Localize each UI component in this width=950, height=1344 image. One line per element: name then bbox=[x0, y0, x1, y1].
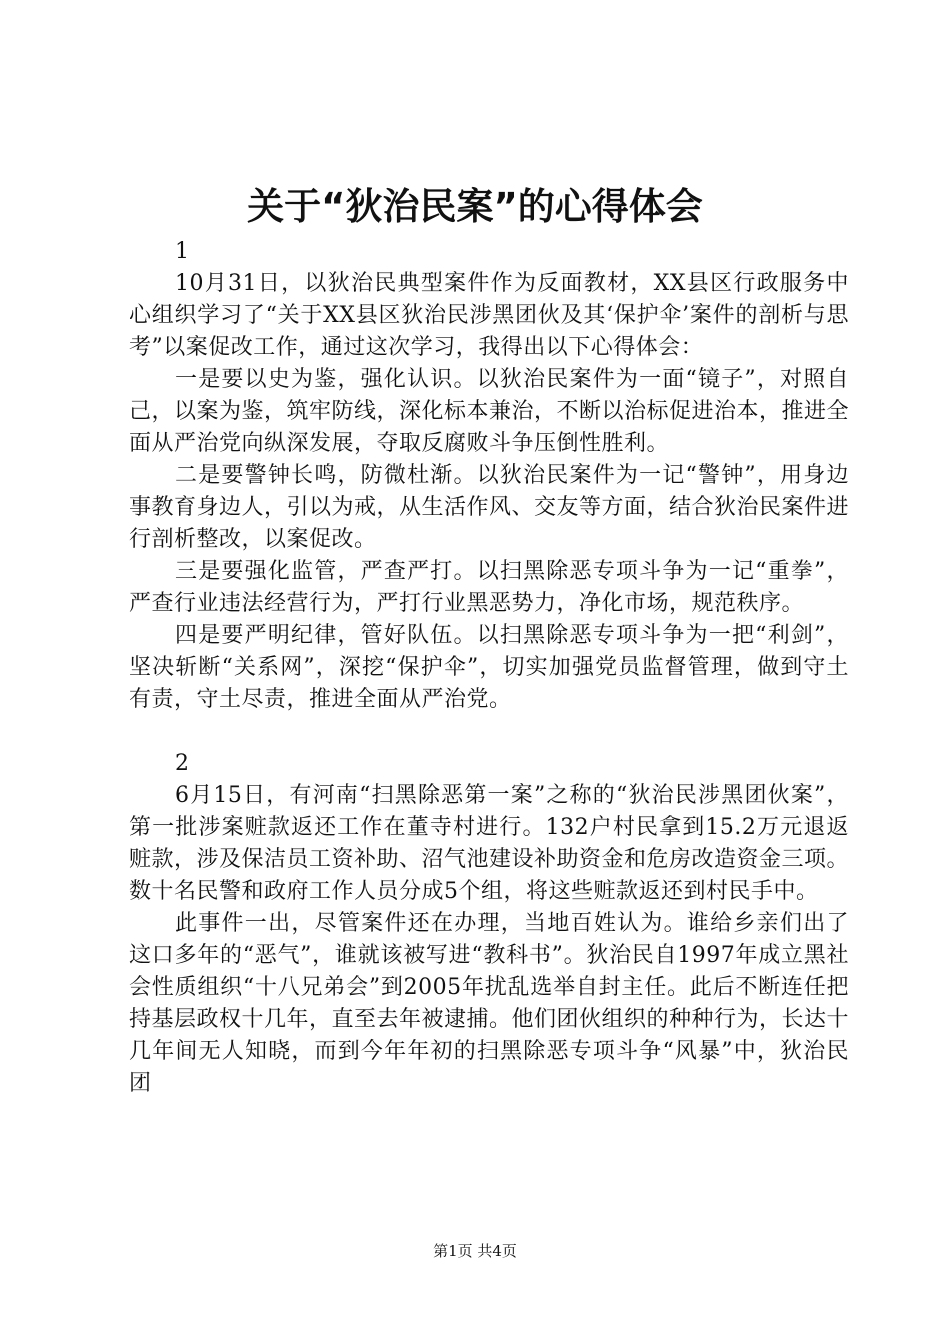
section-number: 1 bbox=[175, 239, 190, 264]
page-footer: 第1页 共4页 bbox=[433, 1242, 517, 1260]
document-body bbox=[129, 236, 849, 1100]
paragraph: 6月15日，有河南“扫黑除恶第一案”之称的“狄治民涉黑团伙案”，第一批涉案赃款返还工作在董寺村进行。132户村民拿到15.2万元退返赃款，涉及保洁员工资补助、沼气池建设补助资金和危房改造资金三项。数十名民警和政府工作人员分成5个组，将这些赃款返还到村民手中。 bbox=[129, 783, 850, 904]
paragraph: 四是要严明纪律，管好队伍。以扫黑除恶专项斗争为一把“利剑”，坚决斩断“关系网”，深挖“保护伞”，切实加强党员监督管理，做到守土有责，守土尽责，推进全面从严治党。 bbox=[129, 623, 849, 712]
section-number: 2 bbox=[175, 751, 190, 776]
document-title: 关于“狄治民案”的心得体会 bbox=[247, 185, 703, 228]
section-divider-space bbox=[129, 716, 849, 748]
paragraph: 此事件一出，尽管案件还在办理，当地百姓认为。谁给乡亲们出了这口多年的“恶气”，谁就该被写进“教科书”。狄治民自1997年成立黑社会性质组织“十八兄弟会”到2005年扰乱选举自封主任。此后不断连任把持基层政权十几年，直至去年被逮捕。他们团伙组织的种种行为，长达十几年间无人知晓，而到今年年初的扫黑除恶专项斗争“风暴”中，狄治民团 bbox=[129, 911, 850, 1096]
paragraph: 三是要强化监管，严查严打。以扫黑除恶专项斗争为一记“重拳”，严查行业违法经营行为，严打行业黑恶势力，净化市场，规范秩序。 bbox=[129, 559, 849, 616]
paragraph: 10月31日，以狄治民典型案件作为反面教材，XX县区行政服务中心组织学习了“关于XX县区狄治民涉黑团伙及其‘保护伞’案件的剖析与思考”以案促改工作，通过这次学习，我得出以下心得体会： bbox=[129, 271, 849, 360]
paragraph: 二是要警钟长鸣，防微杜渐。以狄治民案件为一记“警钟”，用身边事教育身边人，引以为戒，从生活作风、交友等方面，结合狄治民案件进行剖析整改，以案促改。 bbox=[129, 463, 850, 552]
paragraph: 一是要以史为鉴，强化认识。以狄治民案件为一面“镜子”，对照自己，以案为鉴，筑牢防线，深化标本兼治，不断以治标促进治本，推进全面从严治党向纵深发展，夺取反腐败斗争压倒性胜利。 bbox=[129, 367, 850, 456]
